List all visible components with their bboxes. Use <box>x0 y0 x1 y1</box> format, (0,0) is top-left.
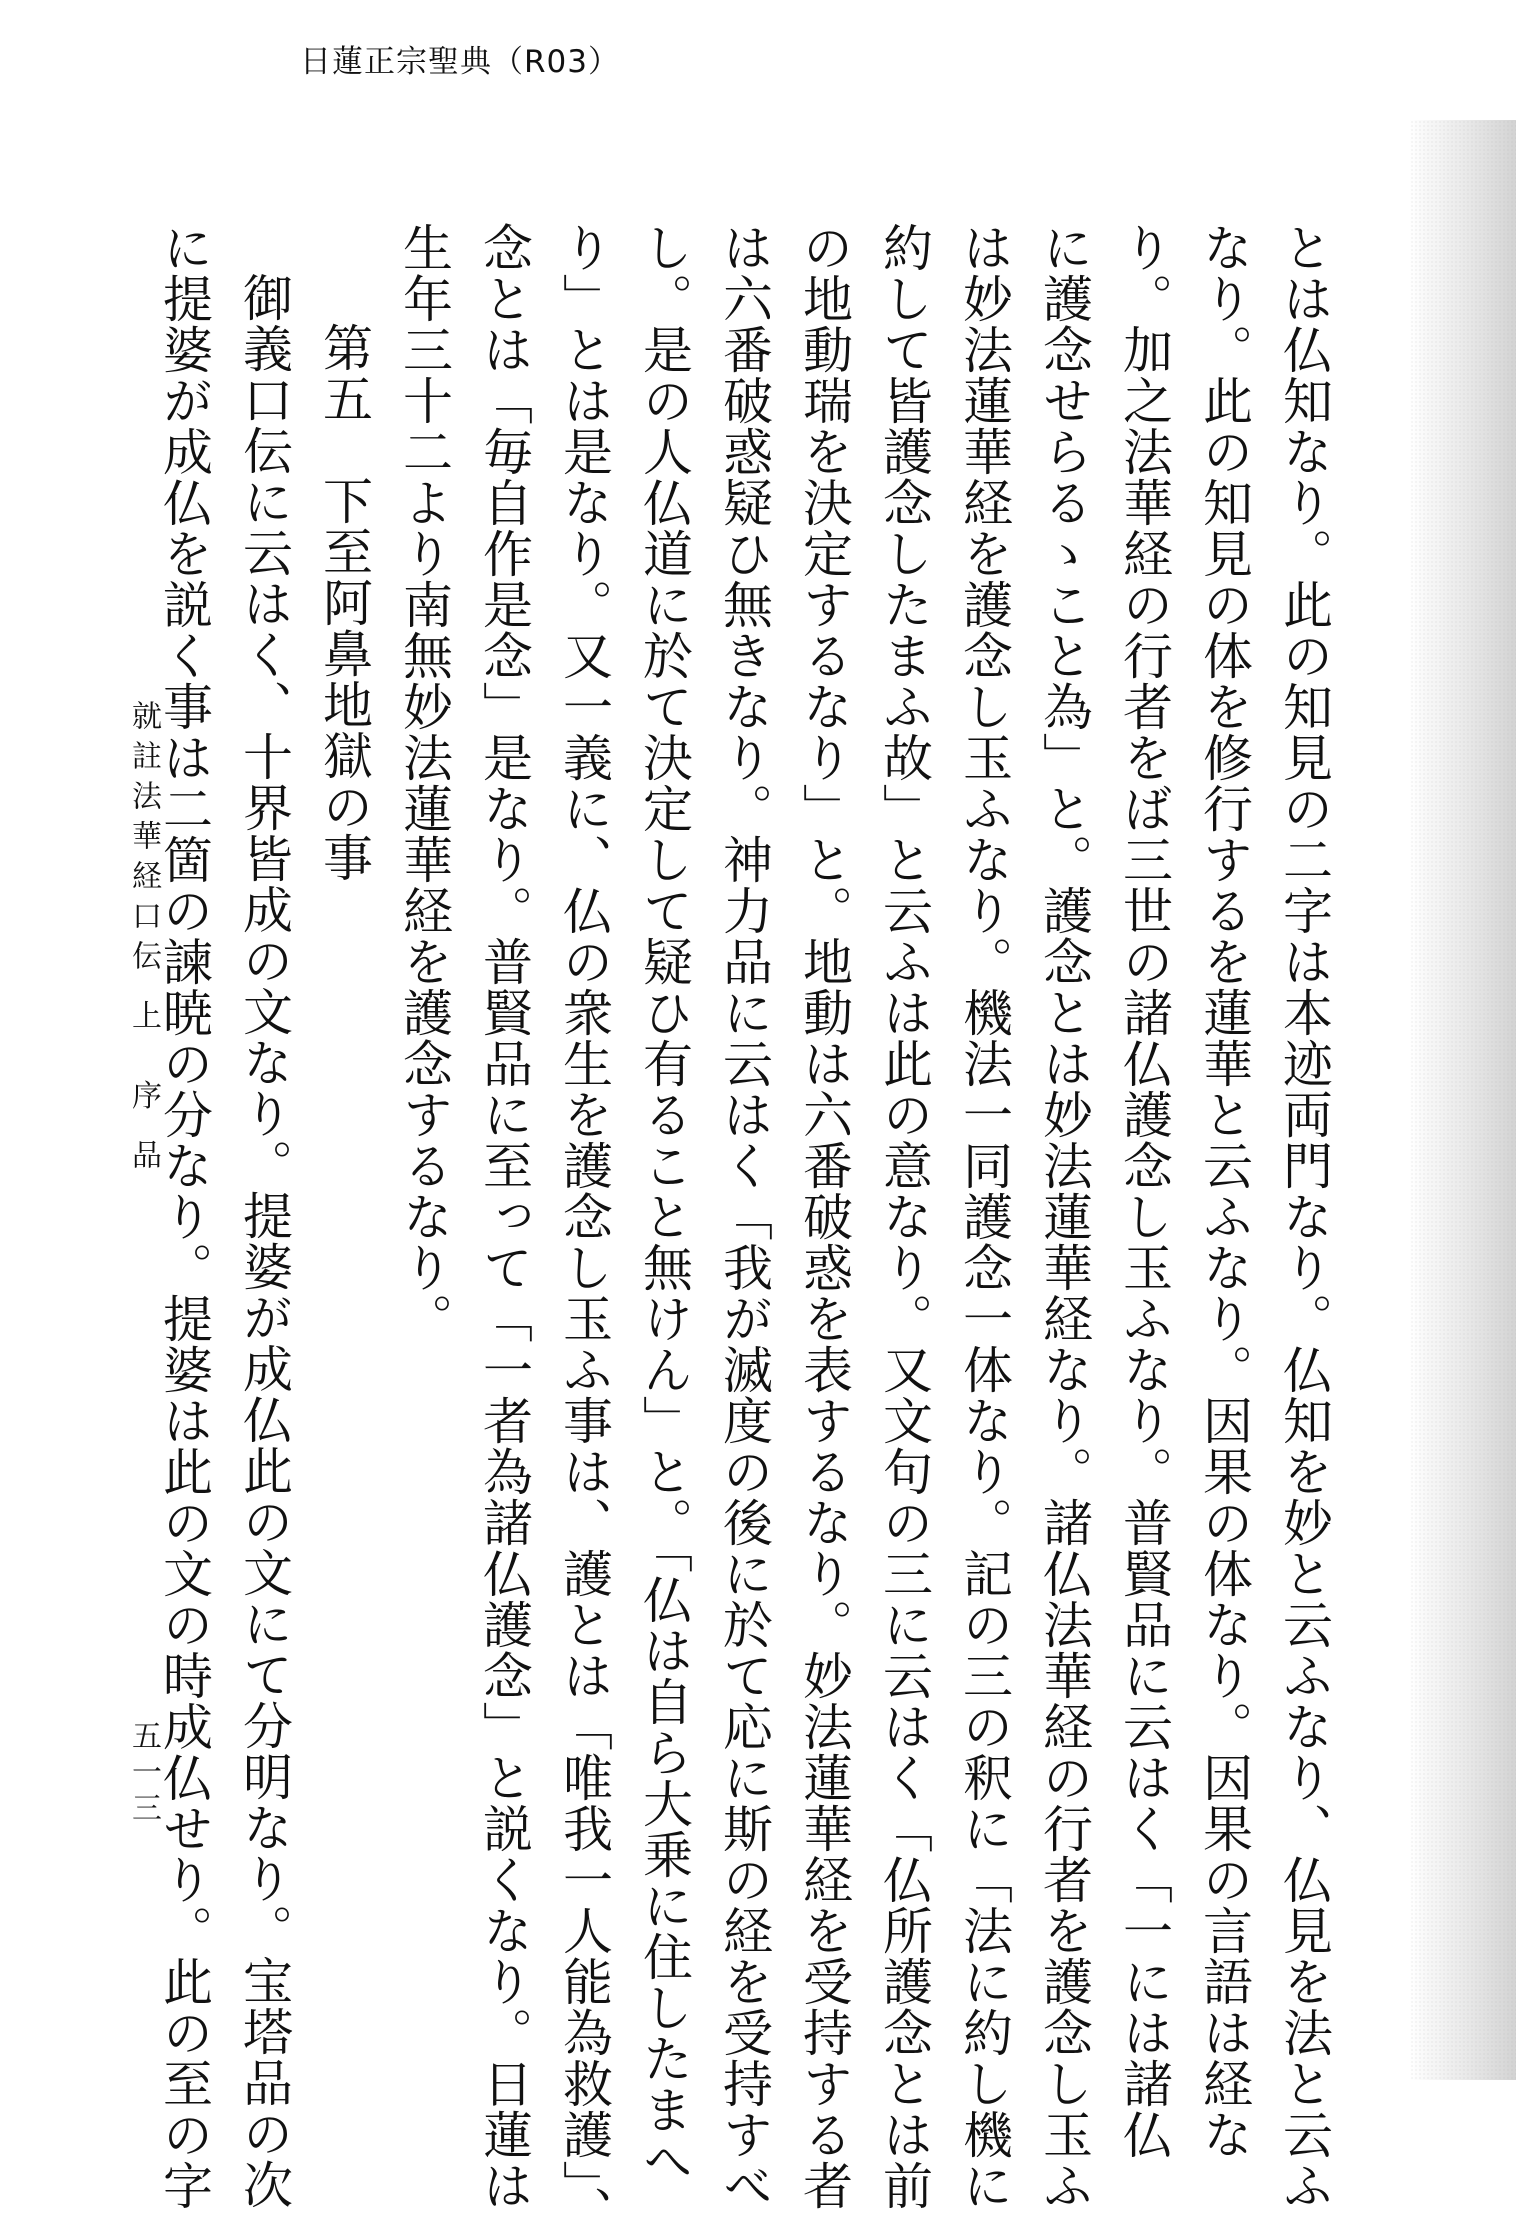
text-column: 御義口伝に云はく、十界皆成の文なり。提婆が成仏此の文にて分明なり。宝塔品の次 <box>235 272 293 2210</box>
text-column: し。是の人仏道に於て決定して疑ひ有ること無けん」と。「仏は自ら大乗に住したまへ <box>635 222 693 2186</box>
page-edge-shadow <box>1410 120 1516 2080</box>
text-column: とは仏知なり。此の知見の二字は本迹両門なり。仏知を妙と云ふなり、仏見を法と云ふ <box>1275 222 1333 2211</box>
text-column: は妙法蓮華経を護念し玉ふなり。機法一同護念一体なり。記の三の釈に「法に約し機に <box>955 222 1013 2211</box>
text-column: り。加之法華経の行者をば三世の諸仏護念し玉ふなり。普賢品に云はく「一には諸仏 <box>1115 222 1173 2160</box>
text-column: に提婆が成仏を説く事は二箇の諫暁の分なり。提婆は此の文の時成仏せり。此の至の字 <box>155 222 213 2211</box>
text-column: 生年三十二より南無妙法蓮華経を護念するなり。 <box>395 222 453 1344</box>
text-column: に護念せらるゝこと為」と。護念とは妙法蓮華経なり。諸仏法華経の行者を護念し玉ふ <box>1035 222 1093 2211</box>
page-number: 五一三 <box>126 1720 161 1828</box>
text-column: の地動瑞を決定するなり」と。地動は六番破惑を表するなり。妙法蓮華経を受持する者 <box>795 222 853 2211</box>
text-column: り」とは是なり。又一義に、仏の衆生を護念し玉ふ事は、護とは「唯我一人能為救護」、 <box>555 222 613 2237</box>
vertical-body-text <box>155 222 1344 2237</box>
text-column: 約して皆護念したまふ故」と云ふは此の意なり。又文句の三に云はく「仏所護念とは前 <box>875 222 933 2211</box>
text-column: 念とは「毎自作是念」是なり。普賢品に至って「一者為諸仏護念」と説くなり。日蓮は <box>475 222 533 2211</box>
text-column: は六番破惑疑ひ無きなり。神力品に云はく「我が滅度の後に於て応に斯の経を受持すべ <box>715 222 773 2211</box>
book-title-footer: 就註法華経口伝 上 序 品 <box>126 700 161 1180</box>
running-header: 日蓮正宗聖典（R03） <box>300 44 620 80</box>
section-heading: 第五 下至阿鼻地獄の事 <box>315 322 373 883</box>
text-column: なり。此の知見の体を修行するを蓮華と云ふなり。因果の体なり。因果の言語は経な <box>1195 222 1253 2160</box>
